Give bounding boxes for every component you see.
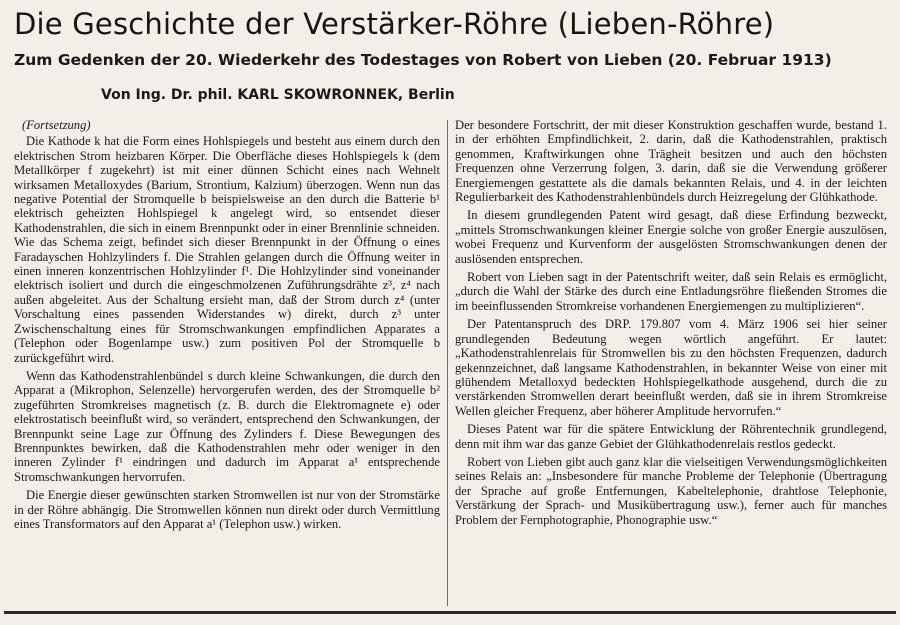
paragraph: In diesem grundlegenden Patent wird gesagt, daß diese Erfindung bezweckt, „mittels Stromschwankungen kleiner Energie solche von großer Energie auszulösen, wobei Frequenz und Kurvenform der ausgelösten Stromschwankungen denen der auslösenden entsprechen. [455, 208, 887, 266]
bottom-rule [4, 611, 896, 614]
author-byline: Von Ing. Dr. phil. KARL SKOWRONNEK, Berlin [101, 87, 455, 103]
article-subtitle: Zum Gedenken der 20. Wiederkehr des Todestages von Robert von Lieben (20. Februar 1913) [14, 51, 832, 69]
article-title: Die Geschichte der Verstärker-Röhre (Lieben-Röhre) [14, 7, 775, 41]
paragraph: Die Energie dieser gewünschten starken Stromwellen ist nur von der Stromstärke in der Röhre abhängig. Die Stromwellen können nun direkt oder durch Vermittlung eines Transformators auf den Apparat a¹ (Telephon usw.) wirken. [14, 488, 440, 531]
paragraph: Der besondere Fortschritt, der mit dieser Konstruktion geschaffen wurde, bestand 1. in der erhöhten Empfindlichkeit, 2. darin, daß die Kathodenstrahlen, praktisch genommen, Kraftwirkungen ohne Trägheit besitzen und auch den höchsten Frequenzen ohne Verzerrung folgen, 3. darin, daß sie die Verwendung größerer Energiemengen gestattete als die damals bekannten Relais, und 4. in der leichten Regulierbarkeit des Kathodenstrahlenbündels durch Heizregelung der Glühkathode. [455, 118, 887, 205]
paragraph: Die Kathode k hat die Form eines Hohlspiegels und besteht aus einem durch den elektrischen Strom heizbaren Körper. Die Oberfläche dieses Hohlspiegels k (dem Metallkörper f zugekehrt) ist mit einer dünnen Schicht eines nach Wehnelt wirksamen Metalloxydes (Barium, Strontium, Kalzium) überzogen. Wenn nun das negative Potential der Stromquelle b beispielsweise an den durch die Batterie b¹ elektrisch geheizten Hohlspiegel k angelegt wird, so entsendet dieser Kathodenstrahlen, die sich in einem Brennpunkt oder in einer Brennlinie schneiden. Wie das Schema zeigt, befindet sich dieser Brennpunkt in der Öffnung o eines Faradayschen Hohlzylinders f. Die Strahlen gelangen durch die Öffnung weiter in einen inneren konzentrischen Hohlzylinder f¹. Die Hohlzylinder sind voneinander elektrisch isoliert und durch die eingeschmolzenen Zuführungsdrähte z³, z⁴ nach außen abgeleitet. Aus der Schaltung ersieht man, daß der Strom durch z⁴ (unter Vorschaltung eines passenden Widerstandes w) direkt, durch z³ unter Zwischenschaltung eines für Stromschwankungen empfindlichen Apparates a (Telephon oder Bogenlampe usw.) zum positiven Pol der Stromquelle b zurückgeführt wird. [14, 134, 440, 365]
right-column [455, 118, 887, 531]
left-column [14, 118, 440, 535]
paragraph: Der Patentanspruch des DRP. 179.807 vom 4. März 1906 sei hier seiner grundlegenden Bedeutung wegen wörtlich angeführt. Er lautet: „Kathodenstrahlenrelais für Stromwellen bis zu den höchsten Frequenzen, dadurch gekennzeichnet, daß langsame Kathodenstrahlen, in bekannter Weise von einer mit glühendem Metalloxyd bedeckten Hohlspiegelkathode ausgehend, durch die zu verstärkenden Stromwellen derart beeinflußt werden, daß sie in ihrem Stromkreise Wellen gleicher Frequenz, aber höherer Amplitude hervorrufen.“ [455, 317, 887, 418]
continuation-note: (Fortsetzung) [22, 118, 91, 132]
paragraph: Robert von Lieben sagt in der Patentschrift weiter, daß sein Relais es ermöglicht, „durch die Wahl der Stärke des durch eine Entladungsröhre fließenden Stromes die im beeinflussenden Stromkreise vorhandenen Energiemengen zu multiplizieren“. [455, 270, 887, 313]
paragraph: Dieses Patent war für die spätere Entwicklung der Röhrentechnik grundlegend, denn mit ihm war das ganze Gebiet der Glühkathodenrelais restlos gedeckt. [455, 422, 887, 451]
paragraph: Wenn das Kathodenstrahlenbündel s durch kleine Schwankungen, die durch den Apparat a (Mikrophon, Selenzelle) hervorgerufen werden, des der Stromquelle b² zugeführten Stromkreises magnetisch (z. B. durch die Elektromagnete e) oder elektrostatisch beeinflußt wird, so verändert, entsprechend den Schwankungen, der Brennpunkt seine Lage zur Öffnung des Zylinders f. Diese Bewegungen des Brennpunktes bewirken, daß die Kathodenstrahlen mehr oder weniger in den inneren Zylinder f¹ eindringen und dadurch im Apparat a¹ entsprechende Stromschwankungen hervorrufen. [14, 368, 440, 484]
paragraph: Robert von Lieben gibt auch ganz klar die vielseitigen Verwendungsmöglichkeiten seines Relais an: „Insbesondere für manche Probleme der Telephonie (Übertragung der Sprache auf große Entfernungen, Kabeltelephonie, drahtlose Telephonie, Verstärkung der Sprach- und Musikübertragung usw.), ferner auch für manches Problem der Fernphotographie, Phonographie usw.“ [455, 454, 887, 527]
column-divider [447, 120, 448, 606]
